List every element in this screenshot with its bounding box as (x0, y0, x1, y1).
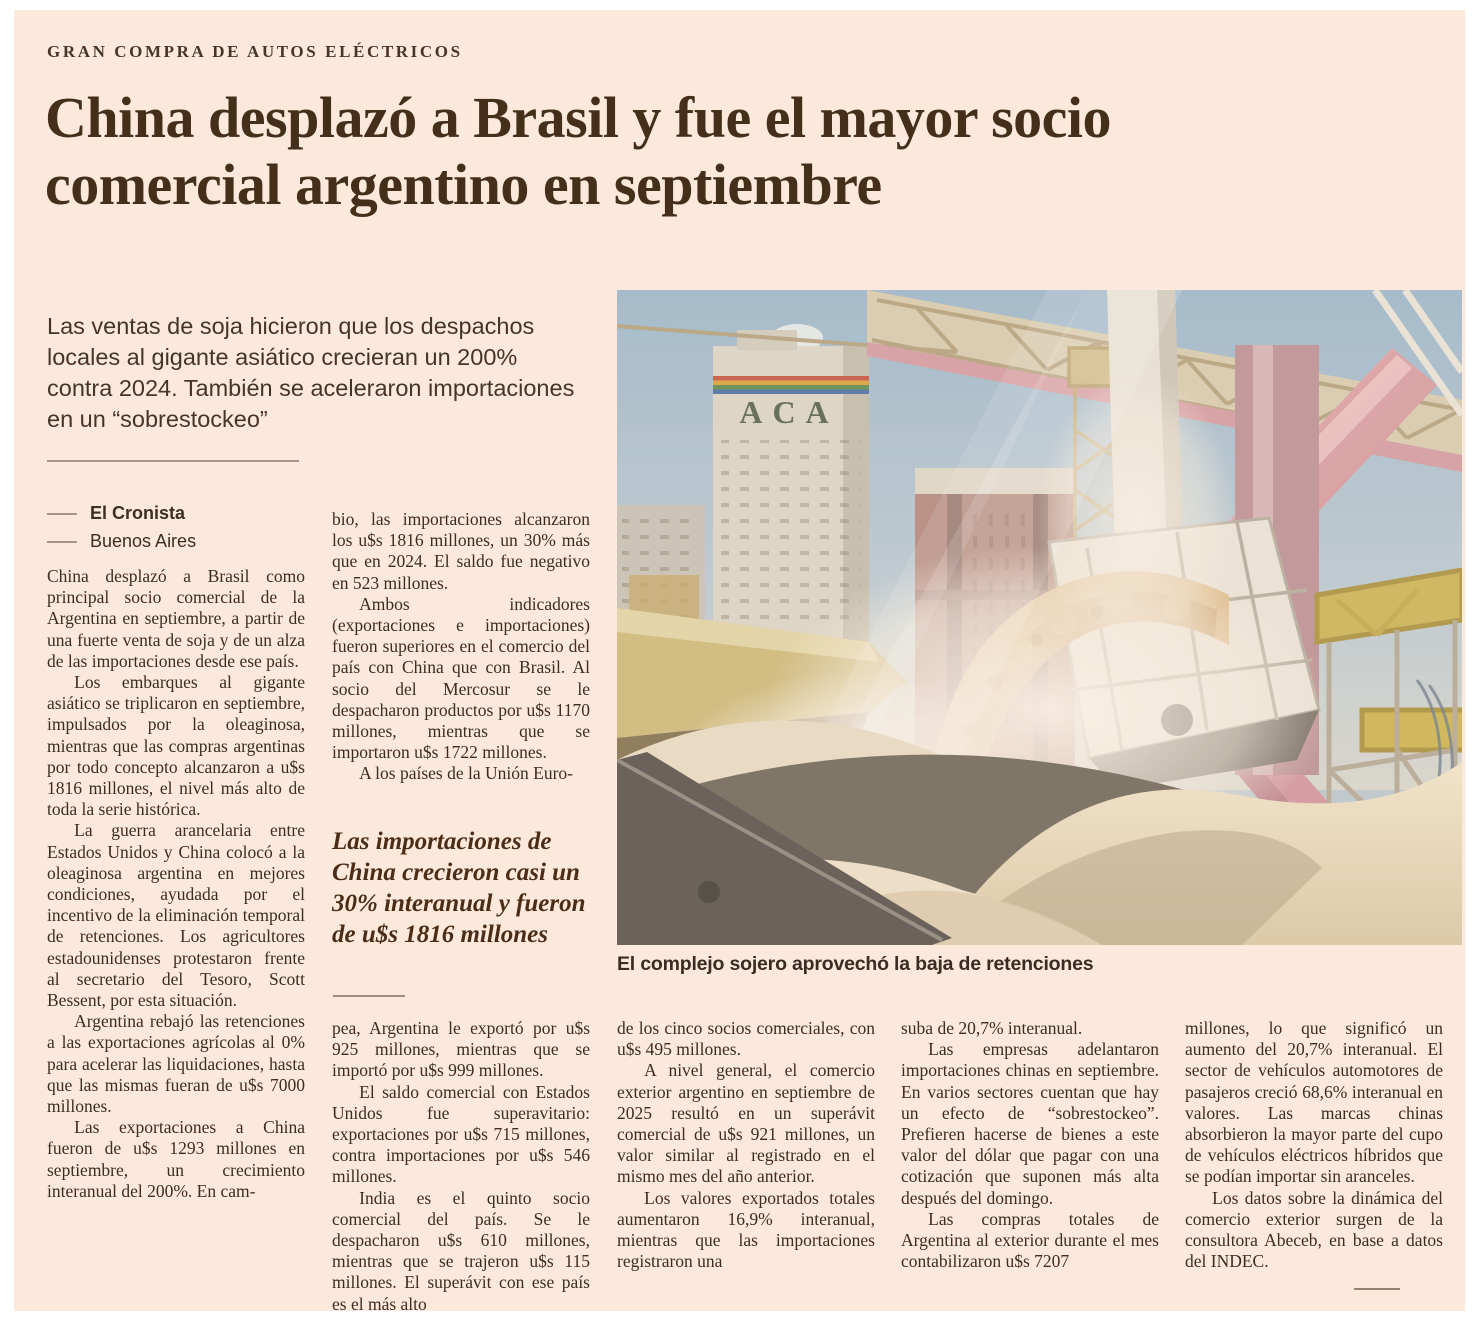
photo-caption: El complejo sojero aprovechó la baja de retenciones (617, 953, 1094, 975)
article-paragraph: A nivel general, el comercio exterior argentino en septiembre de 2025 resultó en un superávit comercial de u$s 921 millones, un valor similar al registrado en el mismo mes del año anterior. (617, 1060, 875, 1187)
byline-dash (47, 541, 77, 543)
article-end-mark (1354, 1288, 1400, 1290)
article-photo (617, 290, 1462, 945)
article-paragraph: suba de 20,7% interanual. (901, 1018, 1083, 1038)
article-paragraph: Las exportaciones a China fueron de u$s 1293 millones en septiembre, un crecimiento interanual del 200%. En cam- (47, 1117, 305, 1201)
article-paragraph: China desplazó a Brasil como principal socio comercial de la Argentina en septiembre, a partir de una fuerte venta de soja y de un alza de las importaciones desde ese país. (47, 566, 305, 671)
headline (45, 84, 1455, 218)
headline-line-1: China desplazó a Brasil y fue el mayor socio (45, 85, 1112, 150)
aca-sign: ACA (739, 394, 839, 430)
lede: Las ventas de soja hicieron que los despachos locales al gigante asiático crecieran un 200% contra 2024. También se aceleraron importaciones en un “sobrestockeo” (47, 313, 575, 432)
article-paragraph: Los valores exportados totales aumentaron 16,9% interanual, mientras que las importaciones registraron una (617, 1187, 875, 1272)
pull-quote-divider (333, 995, 405, 997)
column-4 (901, 1018, 1159, 1272)
byline-source-row (47, 503, 196, 524)
article-paragraph: Ambos indicadores (exportaciones e importaciones) fueron superiores en el comercio del país con China que con Brasil. Al socio del Mercosur se le despacharon productos por u$s 1170 millones, mientras que se importaron u$s 1722 millones. (332, 593, 590, 763)
column-5 (1185, 1018, 1443, 1272)
grain-port-photo (617, 290, 1462, 945)
article-paragraph: Las compras totales de Argentina al exterior durante el mes contabilizaron u$s 7207 (901, 1208, 1159, 1272)
article-paragraph: A los países de la Unión Euro- (359, 763, 573, 784)
byline-dash (47, 513, 77, 515)
article-paragraph: Los embarques al gigante asiático se triplicaron en septiembre, impulsados por la oleaginosa, mientras que las compras argentinas por todo concepto alcanzaron a u$s 1816 millones, el nivel más alto de toda la serie histórica. (47, 672, 305, 820)
article-paragraph: Las empresas adelantaron importaciones chinas en septiembre. En varios sectores cuentan que hay un efecto de “sobrestockeo”. Prefieren hacerse de bienes a este valor del dólar que pagar con una cotización que suponen más alta después del domingo. (901, 1039, 1159, 1208)
byline-source: El Cronista (90, 503, 186, 523)
byline (47, 503, 196, 559)
warm-haze-overlay (617, 290, 1462, 945)
headline-line-2: comercial argentino en septiembre (45, 152, 882, 217)
article-paragraph: La guerra arancelaria entre Estados Unidos y China colocó a la oleaginosa argentina en mejores condiciones, ayudada por el incentivo de la eliminación temporal de retenciones. Los agricultores estadounidenses protestaron frente al secretario del Tesoro, Scott Bessent, por esta situación. (47, 820, 305, 1011)
column-2-top (332, 509, 590, 785)
column-1 (47, 566, 305, 1202)
article-paragraph: El saldo comercial con Estados Unidos fue superavitario: exportaciones por u$s 715 millones, contra importaciones por u$s 546 millones. (332, 1081, 590, 1187)
article-paragraph: millones, lo que significó un aumento del 20,7% interanual. El sector de vehículos automotores de pasajeros creció 68,6% interanual en valores. Las marcas chinas absorbieron la mayor parte del cupo de vehículos eléctricos híbridos que se podían importar sin aranceles. (1185, 1018, 1443, 1187)
column-3 (617, 1018, 875, 1272)
article-paragraph: India es el quinto socio comercial del país. Se le despacharon u$s 610 millones, mientras que se trajeron u$s 115 millones. El superávit con ese país es el más alto (332, 1187, 590, 1314)
pull-quote: Las importaciones de China crecieron casi un 30% interanual y fueron de u$s 1816 millones (332, 828, 586, 948)
byline-location-row (47, 531, 196, 552)
article-paragraph: de los cinco socios comerciales, con u$s 495 millones. (617, 1018, 875, 1060)
article-paragraph: Argentina rebajó las retenciones a las exportaciones agrícolas al 0% para acelerar las liquidaciones, hasta que las mismas fueran de u$s 7000 millones. (47, 1011, 305, 1117)
lede-divider (47, 460, 299, 462)
article-paragraph: bio, las importaciones alcanzaron los u$s 1816 millones, un 30% más que en 2024. El saldo fue negativo en 523 millones. (332, 509, 590, 593)
article-paragraph: Los datos sobre la dinámica del comercio exterior surgen de la consultora Abeceb, en base a datos del INDEC. (1185, 1187, 1443, 1272)
column-2-bottom (332, 1018, 590, 1315)
byline-location: Buenos Aires (90, 531, 197, 551)
article-paragraph: pea, Argentina le exportó por u$s 925 millones, mientras que se importó por u$s 999 millones. (332, 1018, 590, 1081)
kicker: GRAN COMPRA DE AUTOS ELÉCTRICOS (47, 42, 463, 61)
